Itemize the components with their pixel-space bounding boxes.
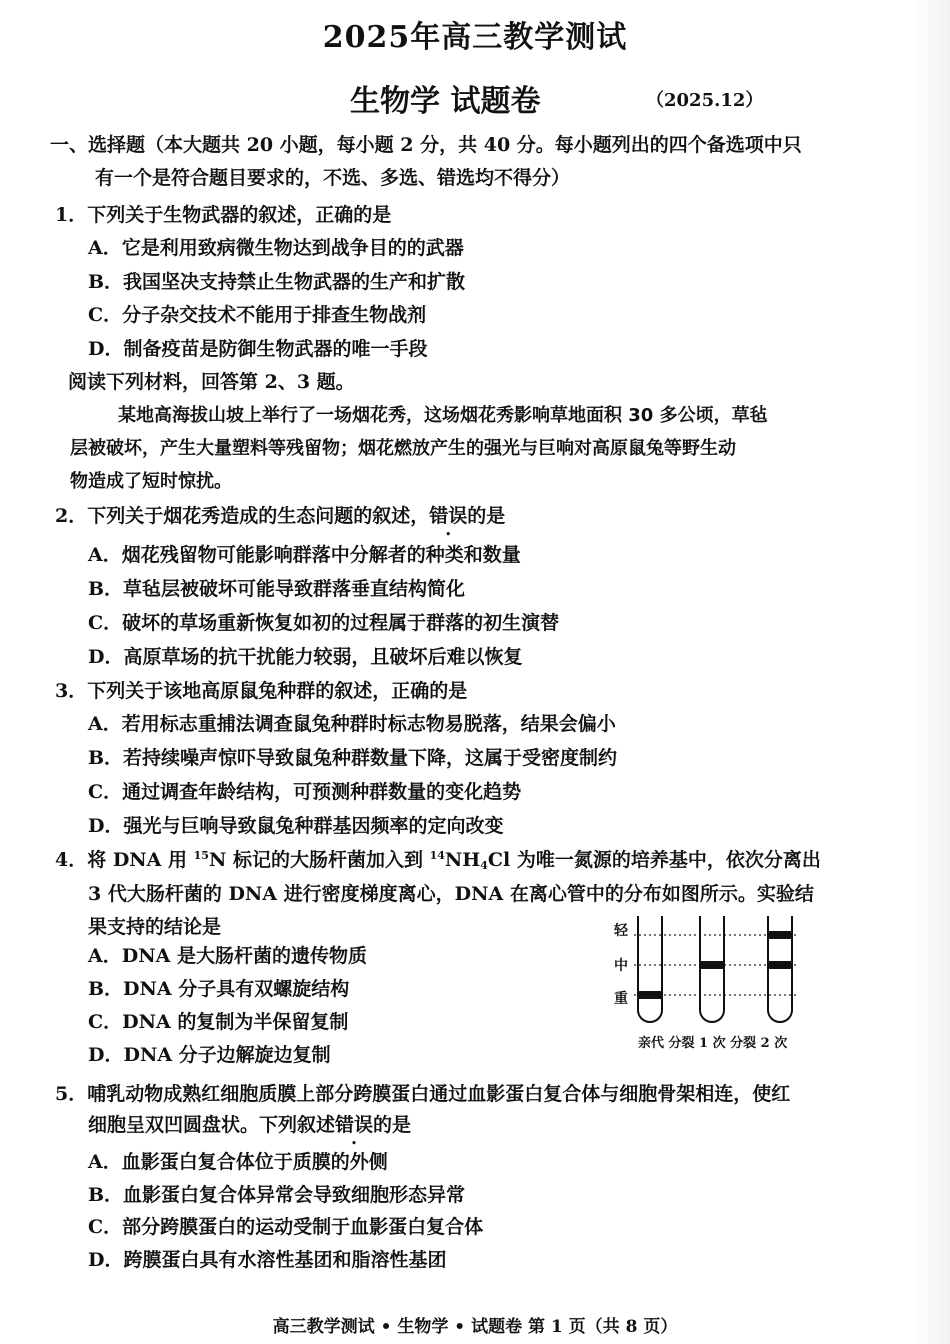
band-parent-heavy bbox=[639, 991, 661, 999]
centrifuge-figure bbox=[600, 910, 830, 1060]
section-heading: 一、选择题（本大题共 20 小题，每小题 2 分，共 40 分。每小题列出的四个备选项中只 bbox=[50, 134, 802, 156]
label-heavy: 重 bbox=[614, 991, 628, 1007]
question-5-option-d: D．跨膜蛋白具有水溶性基团和脂溶性基团 bbox=[88, 1249, 447, 1271]
question-1-option-b: B．我国坚决支持禁止生物武器的生产和扩散 bbox=[88, 271, 466, 293]
section-heading-cont: 有一个是符合题目要求的，不选、多选、错选均不得分） bbox=[95, 167, 571, 189]
subject-title: 生物学 试题卷 bbox=[350, 84, 541, 119]
question-5-stem-line-2 bbox=[88, 1110, 411, 1137]
reading-intro: 阅读下列材料，回答第 2、3 题。 bbox=[68, 371, 355, 393]
reading-material-line-2: 层被破坏，产生大量塑料等残留物；烟花燃放产生的强光与巨响对高原鼠兔等野生动 bbox=[70, 438, 736, 459]
exam-date: （2025.12） bbox=[646, 90, 764, 111]
question-4-option-a: A．DNA 是大肠杆菌的遗传物质 bbox=[88, 945, 367, 967]
question-3-option-a: A．若用标志重捕法调查鼠兔种群时标志物易脱落，结果会偏小 bbox=[88, 713, 616, 735]
isotope-15-mass: 15 bbox=[193, 849, 209, 862]
question-4-stem-a: 4．将 DNA 用 bbox=[55, 849, 194, 871]
question-5-option-a: A．血影蛋白复合体位于质膜的外侧 bbox=[88, 1151, 388, 1173]
question-2-stem-prefix: 2．下列关于烟花秀造成的生态问题的叙述， bbox=[55, 505, 430, 527]
question-5-option-c: C．部分跨膜蛋白的运动受制于血影蛋白复合体 bbox=[88, 1216, 484, 1238]
page-footer: 高三教学测试 • 生物学 • 试题卷 第 1 页（共 8 页） bbox=[272, 1317, 678, 1337]
question-5-stem-suffix: 的是 bbox=[373, 1114, 412, 1136]
band-gen2-light bbox=[769, 931, 791, 939]
question-1-option-c: C．分子杂交技术不能用于排查生物战剂 bbox=[88, 304, 427, 326]
question-5-emphasis: 错误 bbox=[335, 1114, 374, 1136]
question-4-stem-c: NH bbox=[444, 849, 481, 871]
question-4-stem bbox=[55, 845, 821, 872]
isotope-14-mass: 14 bbox=[429, 849, 445, 862]
question-2-option-a: A．烟花残留物可能影响群落中分解者的种类和数量 bbox=[88, 544, 521, 566]
band-gen2-middle bbox=[769, 961, 791, 969]
question-2-stem-suffix: 的是 bbox=[467, 505, 506, 527]
page-title: 2025年高三教学测试 bbox=[322, 20, 628, 55]
question-3-option-c: C．通过调查年龄结构，可预测种群数量的变化趋势 bbox=[88, 781, 522, 803]
question-4-option-c: C．DNA 的复制为半保留复制 bbox=[88, 1011, 349, 1033]
question-2-option-b: B．草毡层被破坏可能导致群落垂直结构简化 bbox=[88, 578, 466, 600]
question-4-stem-line-2: 3 代大肠杆菌的 DNA 进行密度梯度离心，DNA 在离心管中的分布如图所示。实验结 bbox=[88, 883, 814, 905]
question-2-option-d: D．高原草场的抗干扰能力较弱，且破坏后难以恢复 bbox=[88, 646, 523, 668]
centrifuge-tubes-diagram bbox=[600, 910, 830, 1030]
label-middle: 中 bbox=[614, 958, 628, 974]
question-1-stem: 1．下列关于生物武器的叙述，正确的是 bbox=[55, 204, 392, 226]
question-3-stem: 3．下列关于该地高原鼠兔种群的叙述，正确的是 bbox=[55, 680, 468, 702]
label-light: 轻 bbox=[614, 923, 628, 939]
question-4-stem-b: N 标记的大肠杆菌加入到 bbox=[208, 849, 430, 871]
question-2-stem bbox=[55, 501, 505, 528]
question-4-option-d: D．DNA 分子边解旋边复制 bbox=[88, 1044, 331, 1066]
tube-parent bbox=[638, 916, 662, 1022]
question-4-stem-line-3: 果支持的结论是 bbox=[88, 916, 222, 938]
band-gen1-middle bbox=[701, 961, 723, 969]
question-3-option-b: B．若持续噪声惊吓导致鼠兔种群数量下降，这属于受密度制约 bbox=[88, 747, 618, 769]
question-5-stem: 5．哺乳动物成熟红细胞质膜上部分跨膜蛋白通过血影蛋白复合体与细胞骨架相连，使红 bbox=[55, 1083, 791, 1105]
question-2-emphasis: 错误 bbox=[429, 505, 468, 527]
question-3-option-d: D．强光与巨响导致鼠兔种群基因频率的定向改变 bbox=[88, 815, 504, 837]
question-2-option-c: C．破坏的草场重新恢复如初的过程属于群落的初生演替 bbox=[88, 612, 560, 634]
question-5-option-b: B．血影蛋白复合体异常会导致细胞形态异常 bbox=[88, 1184, 466, 1206]
page-edge-shadow bbox=[910, 0, 950, 1344]
question-5-stem-prefix: 细胞呈双凹圆盘状。下列叙述 bbox=[88, 1114, 336, 1136]
ammonium-subscript: 4 bbox=[480, 859, 488, 872]
figure-caption: 亲代 分裂 1 次 分裂 2 次 bbox=[638, 1036, 788, 1051]
question-4-stem-d: Cl 为唯一氮源的培养基中，依次分离出 bbox=[487, 849, 821, 871]
reading-material-line-1: 某地高海拔山坡上举行了一场烟花秀，这场烟花秀影响草地面积 30 多公顷，草毡 bbox=[118, 405, 768, 426]
question-4-option-b: B．DNA 分子具有双螺旋结构 bbox=[88, 978, 350, 1000]
question-1-option-d: D．制备疫苗是防御生物武器的唯一手段 bbox=[88, 338, 428, 360]
question-1-option-a: A．它是利用致病微生物达到战争目的的武器 bbox=[88, 237, 464, 259]
reading-material-line-3: 物造成了短时惊扰。 bbox=[70, 471, 232, 492]
